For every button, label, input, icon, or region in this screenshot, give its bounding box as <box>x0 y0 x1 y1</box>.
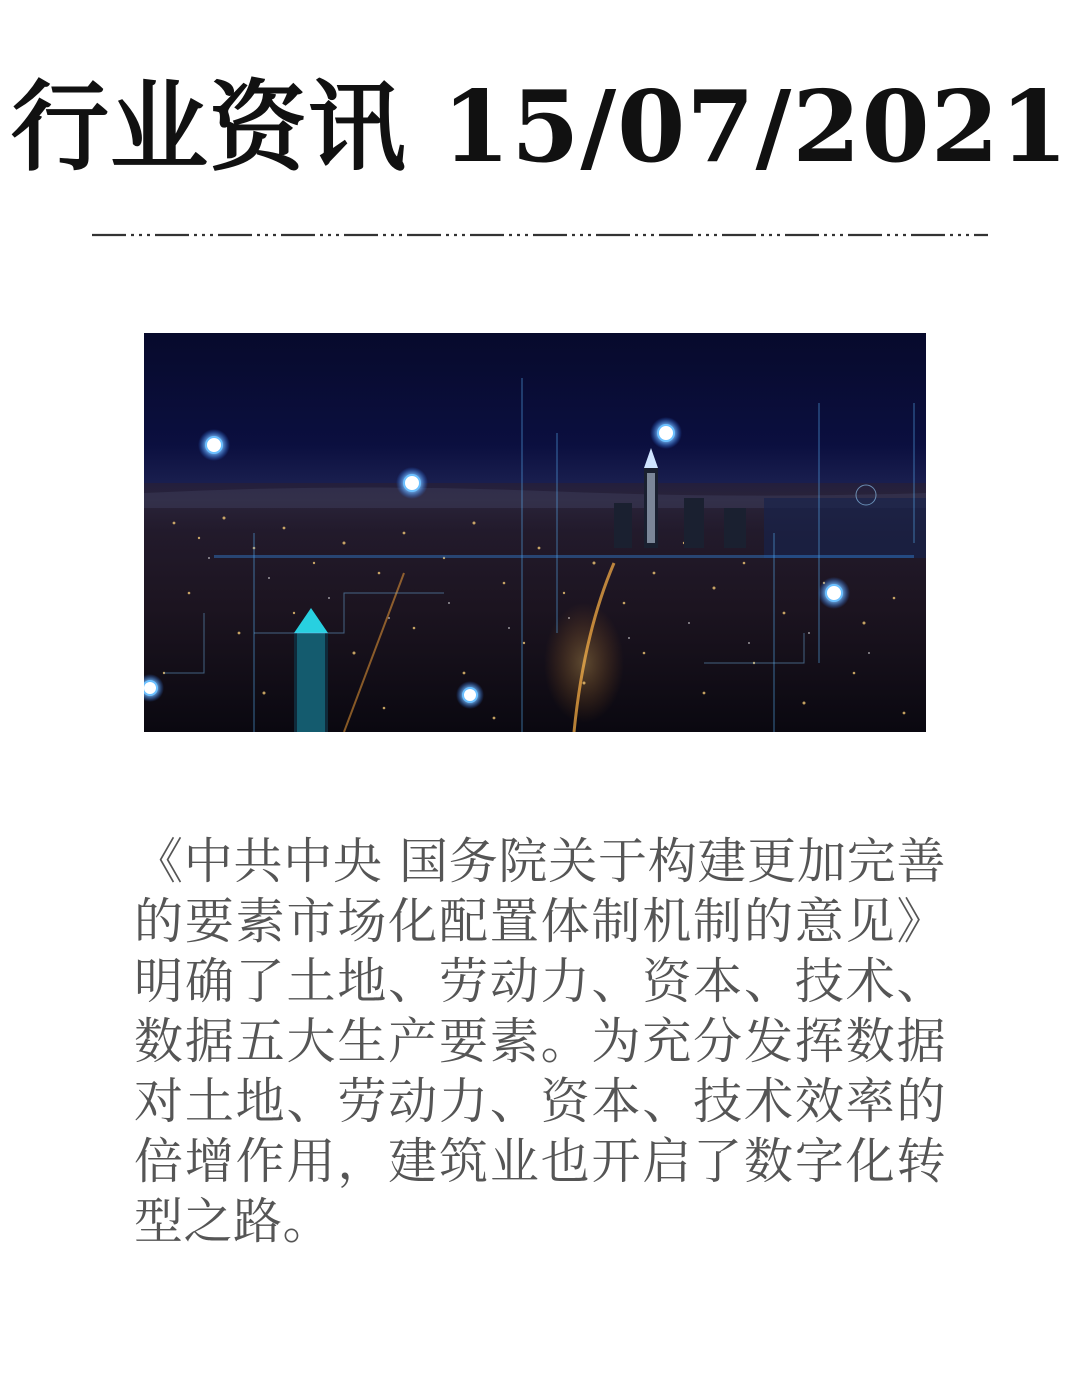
night-city-image <box>144 333 926 732</box>
page-title: 行业资讯 15/07/2021 <box>10 70 1070 185</box>
dash-dot-divider <box>92 228 988 242</box>
article-body: 《中共中央 国务院关于构建更加完善的要素市场化配置体制机制的意见》明确了土地、劳动力、资本、技术、数据五大生产要素。为充分发挥数据对土地、劳动力、资本、技术效率的倍增作用，建筑业也开启了数字化转型之路。 <box>134 833 946 1250</box>
